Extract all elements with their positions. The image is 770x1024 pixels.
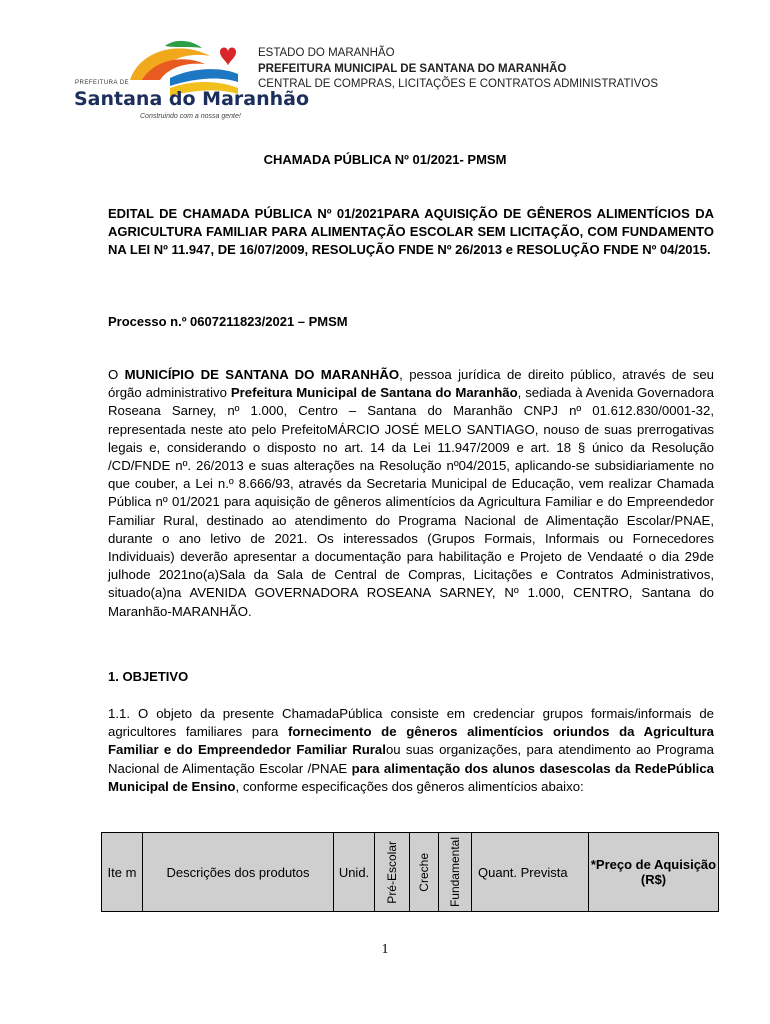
col-unid: Unid. [334, 833, 375, 912]
intro-paragraph [108, 366, 714, 621]
col-fundamental [439, 833, 472, 912]
col-item: Ite m [102, 833, 143, 912]
logo-name: Santana do Maranhão [74, 88, 310, 110]
intro-bold-2: Prefeitura Municipal de Santana do Maranhão [230, 385, 518, 401]
intro-bold-1: MUNICÍPIO DE SANTANA DO MARANHÃO [124, 367, 400, 382]
col-quant: Quant. Prevista [472, 833, 589, 912]
objetivo-bold-1: fornecimento de gêneros alimentícios oriundos da Agricultura Familiar e do Empreendedor Familiar Rural [108, 724, 715, 758]
header-prefeitura: PREFEITURA MUNICIPAL DE SANTANA DO MARANHÃO [258, 62, 567, 75]
logo-slogan: Construindo com a nossa gente! [140, 113, 241, 120]
pre-escolar-label: Pré-Escolar [384, 840, 399, 904]
col-creche [410, 833, 439, 912]
objetivo-text-2: ou suas organizações, para atendimento ao Programa Nacional de Alimentação Escolar /PNAE [108, 742, 714, 776]
objetivo-bold-2: para alimentação dos alunos dasescolas da RedePública Municipal de Ensino [108, 760, 714, 794]
edital-heading: EDITAL DE CHAMADA PÚBLICA Nº 01/2021PARA AQUISIÇÃO DE GÊNEROS ALIMENTÍCIOS DA AGRICULTURA FAMILIAR PARA ALIMENTAÇÃO ESCOLAR SEM LICITAÇÃO, COM FUNDAMENTO NA LEI Nº 11.947, DE 16/07/2009, RESOLUÇÃO FNDE Nº 26/2013 e RESOLUÇÃO FNDE Nº 04/2015. [108, 206, 714, 257]
col-descricao: Descrições dos produtos [143, 833, 334, 912]
objetivo-paragraph [108, 705, 714, 796]
document-title: CHAMADA PÚBLICA Nº 01/2021- PMSM [263, 152, 507, 167]
products-table [101, 832, 719, 912]
header-central: CENTRAL DE COMPRAS, LICITAÇÕES E CONTRATOS ADMINISTRATIVOS [258, 78, 659, 90]
logo-prefix: PREFEITURA DE [75, 80, 130, 86]
header-state: ESTADO DO MARANHÃO [258, 47, 395, 59]
fundamental-label: Fundamental [447, 836, 462, 908]
objetivo-text-1: 1.1. O objeto da presente ChamadaPública consiste em credenciar grupos formais/informais de agricultores familiares para [108, 706, 714, 740]
col-pre-escolar [375, 833, 410, 912]
creche-label: Creche [416, 852, 431, 892]
table-header-row [102, 833, 719, 912]
intro-text-2: , pessoa jurídica de direito público, através de seu órgão administrativo [108, 367, 714, 401]
col-preco: *Preço de Aquisição (R$) [589, 833, 719, 912]
intro-text-3: , sediada à Avenida Governadora Roseana Sarney, nº 1.000, Centro – Santana do Maranhão CNPJ nº 01.612.830/0001-32, representada neste ato pelo PrefeitoMÁRCIO JOSÉ MELO SANTIAGO, nouso de suas prerrogativas legais e, considerando o disposto no art. 14 da Lei 11.947/2009 e art. 18 § único da Resolução /CD/FNDE nº. 26/2013 e suas alterações na Resolução nº04/2015, aplicando-se subsidiariamente no que couber, a Lei n.º 8.666/93, através da Secretaria Municipal de Educação, vem realizar Chamada Pública nº 01/2021 para aquisição de gêneros alimentícios da Agricultura Familiar e do Empreendedor Familiar Rural, destinado ao atendimento do Programa Nacional de Alimentação Escolar/PNAE, durante o ano letivo de 2021. Os interessados (Grupos Formais, Informais ou Fornecedores Individuais) deverão apresentar a documentação para habilitação e Projeto de Vendaaté o dia 29de julhode 2021no(a)Sala da Sala de Central de Compras, Licitações e Contratos Administrativos, situado(a)na AVENIDA GOVERNADORA ROSEANA SARNEY, Nº 1.000, CENTRO, Santana do Maranhão-MARANHÃO. [108, 385, 714, 619]
processo-number: Processo n.º 0607211823/2021 – PMSM [108, 314, 348, 329]
objetivo-text-3: , conforme especificações dos gêneros alimentícios abaixo: [235, 778, 584, 794]
page-header [70, 38, 710, 128]
page-number: 1 [381, 942, 389, 957]
intro-text-1: O [108, 367, 125, 382]
section-objetivo-heading: 1. OBJETIVO [108, 669, 189, 684]
header-text [258, 46, 658, 93]
